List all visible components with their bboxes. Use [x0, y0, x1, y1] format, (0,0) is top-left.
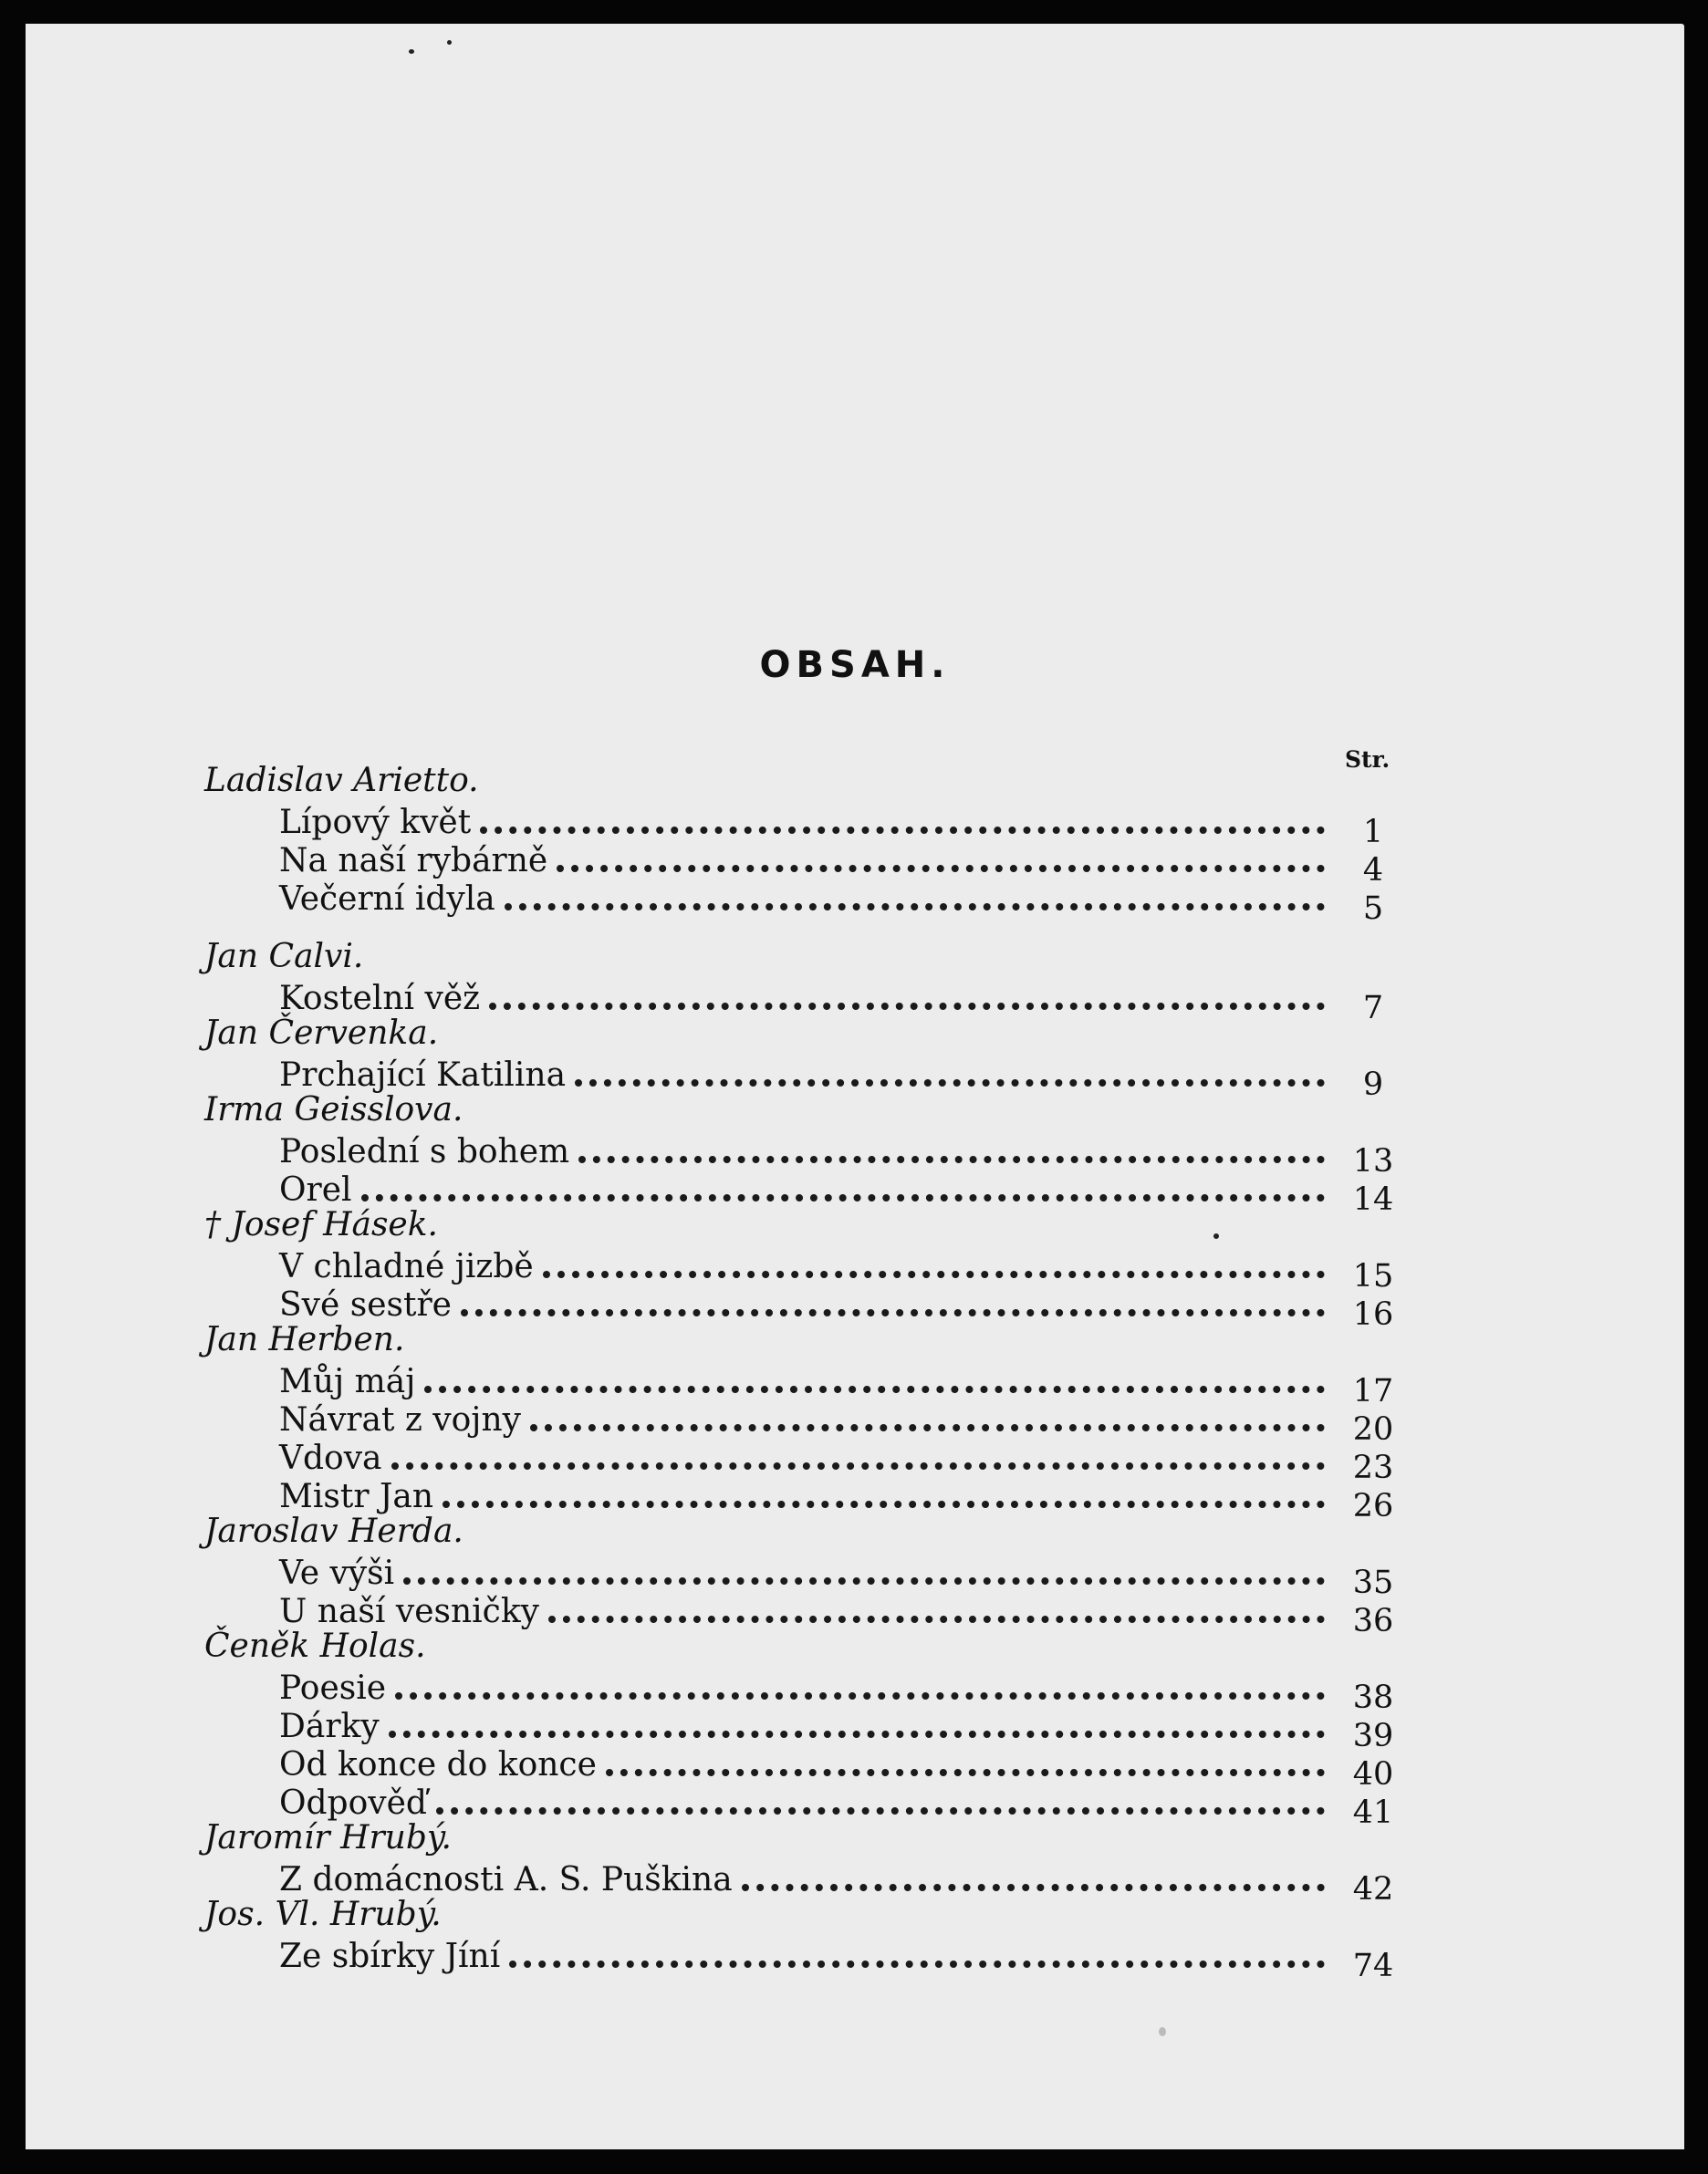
toc-author: Jaroslav Herda. [204, 1513, 463, 1550]
book-page [26, 24, 1684, 2149]
dot-leader [489, 1003, 1325, 1010]
dot-leader [395, 1692, 1325, 1700]
dot-leader [403, 1577, 1325, 1585]
toc-entry[interactable] [279, 1552, 1405, 1601]
dot-leader [742, 1884, 1325, 1891]
toc-entry-page: 26 [1352, 1488, 1394, 1524]
toc-entry-page: 4 [1362, 852, 1384, 889]
toc-entry-title: V chladné jizbě [279, 1248, 534, 1285]
toc-entry-title: Ze sbírky Jíní [279, 1938, 501, 1975]
paper-speck [409, 49, 414, 54]
toc-entry-title: Kostelní věž [279, 980, 481, 1017]
toc-entry-title: Večerní idyla [279, 880, 495, 918]
page-column-label: Str. [1345, 746, 1390, 773]
page-title: OBSAH. [759, 644, 951, 686]
dot-leader [509, 1961, 1325, 1968]
toc-entry-page: 39 [1352, 1718, 1394, 1754]
toc-entry-title: Můj máj [279, 1363, 416, 1400]
paper-speck [1159, 2027, 1166, 2036]
toc-entry-page: 35 [1352, 1565, 1394, 1601]
toc-entry-title: Ve výši [279, 1555, 395, 1592]
toc-entry[interactable] [279, 801, 1405, 850]
toc-entry-title: Odpověď [279, 1784, 427, 1822]
toc-entry-title: Dárky [279, 1708, 380, 1745]
toc-author: Jos. Vl. Hrubý. [204, 1896, 442, 1933]
toc-author: Irma Geisslova. [204, 1091, 463, 1129]
toc-entry-page: 13 [1352, 1143, 1394, 1180]
toc-author: Jan Červenka. [204, 1014, 439, 1052]
toc-entry-page: 15 [1352, 1258, 1394, 1295]
toc-entry[interactable] [279, 1437, 1405, 1486]
toc-entry-title: Od konce do konce [279, 1746, 597, 1784]
toc-entry-title: Orel [279, 1171, 352, 1209]
dot-leader [480, 827, 1325, 834]
toc-entry-title: Prchající Katilina [279, 1056, 567, 1094]
toc-entry[interactable] [279, 1705, 1405, 1754]
dot-leader [557, 865, 1325, 872]
dot-leader [391, 1462, 1325, 1470]
toc-entry-page: 74 [1352, 1948, 1394, 1984]
paper-speck [1213, 1233, 1219, 1239]
toc-entry[interactable] [279, 878, 1405, 927]
paper-speck [447, 40, 452, 45]
dot-leader [575, 1079, 1325, 1087]
toc-entry[interactable] [279, 1399, 1405, 1448]
toc-entry[interactable] [279, 1245, 1405, 1295]
toc-author: Jan Herben. [204, 1321, 405, 1358]
toc-author: Jan Calvi. [204, 938, 364, 975]
toc-entry-page: 7 [1362, 990, 1384, 1026]
toc-entry[interactable] [279, 1743, 1405, 1793]
toc-entry-title: U naší vesničky [279, 1593, 539, 1630]
toc-entry-page: 1 [1362, 814, 1384, 850]
toc-entry[interactable] [279, 1667, 1405, 1716]
toc-entry-page: 40 [1352, 1756, 1394, 1793]
toc-entry-title: Mistr Jan [279, 1478, 434, 1515]
dot-leader [530, 1424, 1325, 1431]
toc-entry-title: Lípový květ [279, 804, 472, 841]
toc-entry[interactable] [279, 1590, 1405, 1639]
toc-entry-title: Na naší rybárně [279, 842, 548, 879]
dot-leader [443, 1501, 1325, 1508]
dot-leader [461, 1309, 1325, 1316]
dot-leader [578, 1156, 1325, 1163]
toc-entry[interactable] [279, 1858, 1405, 1908]
dot-leader [505, 903, 1325, 910]
toc-entry[interactable] [279, 977, 1405, 1026]
dot-leader [361, 1194, 1325, 1201]
table-of-contents [26, 24, 1684, 2149]
toc-entry-page: 16 [1352, 1296, 1394, 1333]
toc-entry-title: Návrat z vojny [279, 1401, 521, 1439]
toc-entry-title: Vdova [279, 1440, 382, 1477]
toc-entry[interactable] [279, 1284, 1405, 1333]
toc-entry[interactable] [279, 839, 1405, 889]
toc-entry[interactable] [279, 1935, 1405, 1984]
toc-entry[interactable] [279, 1169, 1405, 1218]
toc-author: Ladislav Arietto. [204, 762, 479, 799]
toc-entry-page: 5 [1362, 890, 1384, 927]
toc-entry-page: 9 [1362, 1066, 1384, 1103]
toc-entry-page: 36 [1352, 1603, 1394, 1639]
toc-entry-page: 23 [1352, 1450, 1394, 1486]
dot-leader [389, 1731, 1325, 1738]
toc-author: Čeněk Holas. [204, 1628, 426, 1665]
toc-entry-page: 38 [1352, 1680, 1394, 1716]
toc-entry-title: Poslední s bohem [279, 1133, 570, 1170]
toc-entry-title: Své sestře [279, 1286, 452, 1324]
toc-entry-title: Poesie [279, 1670, 387, 1707]
dot-leader [436, 1807, 1325, 1815]
toc-entry[interactable] [279, 1360, 1405, 1409]
toc-entry-page: 42 [1352, 1871, 1394, 1908]
toc-entry[interactable] [279, 1054, 1405, 1103]
dot-leader [424, 1386, 1325, 1393]
dot-leader [543, 1271, 1325, 1278]
toc-entry-page: 14 [1352, 1181, 1394, 1218]
toc-author: Jaromír Hrubý. [204, 1819, 452, 1857]
toc-entry[interactable] [279, 1475, 1405, 1524]
toc-author: † Josef Hásek. [204, 1206, 438, 1243]
toc-entry-title: Z domácnosti A. S. Puškina [279, 1861, 733, 1898]
toc-entry-page: 41 [1352, 1794, 1394, 1831]
dot-leader [548, 1616, 1325, 1623]
toc-entry[interactable] [279, 1130, 1405, 1180]
toc-entry-page: 20 [1352, 1411, 1394, 1448]
toc-entry-page: 17 [1352, 1373, 1394, 1409]
dot-leader [606, 1769, 1325, 1776]
toc-entry[interactable] [279, 1782, 1405, 1831]
